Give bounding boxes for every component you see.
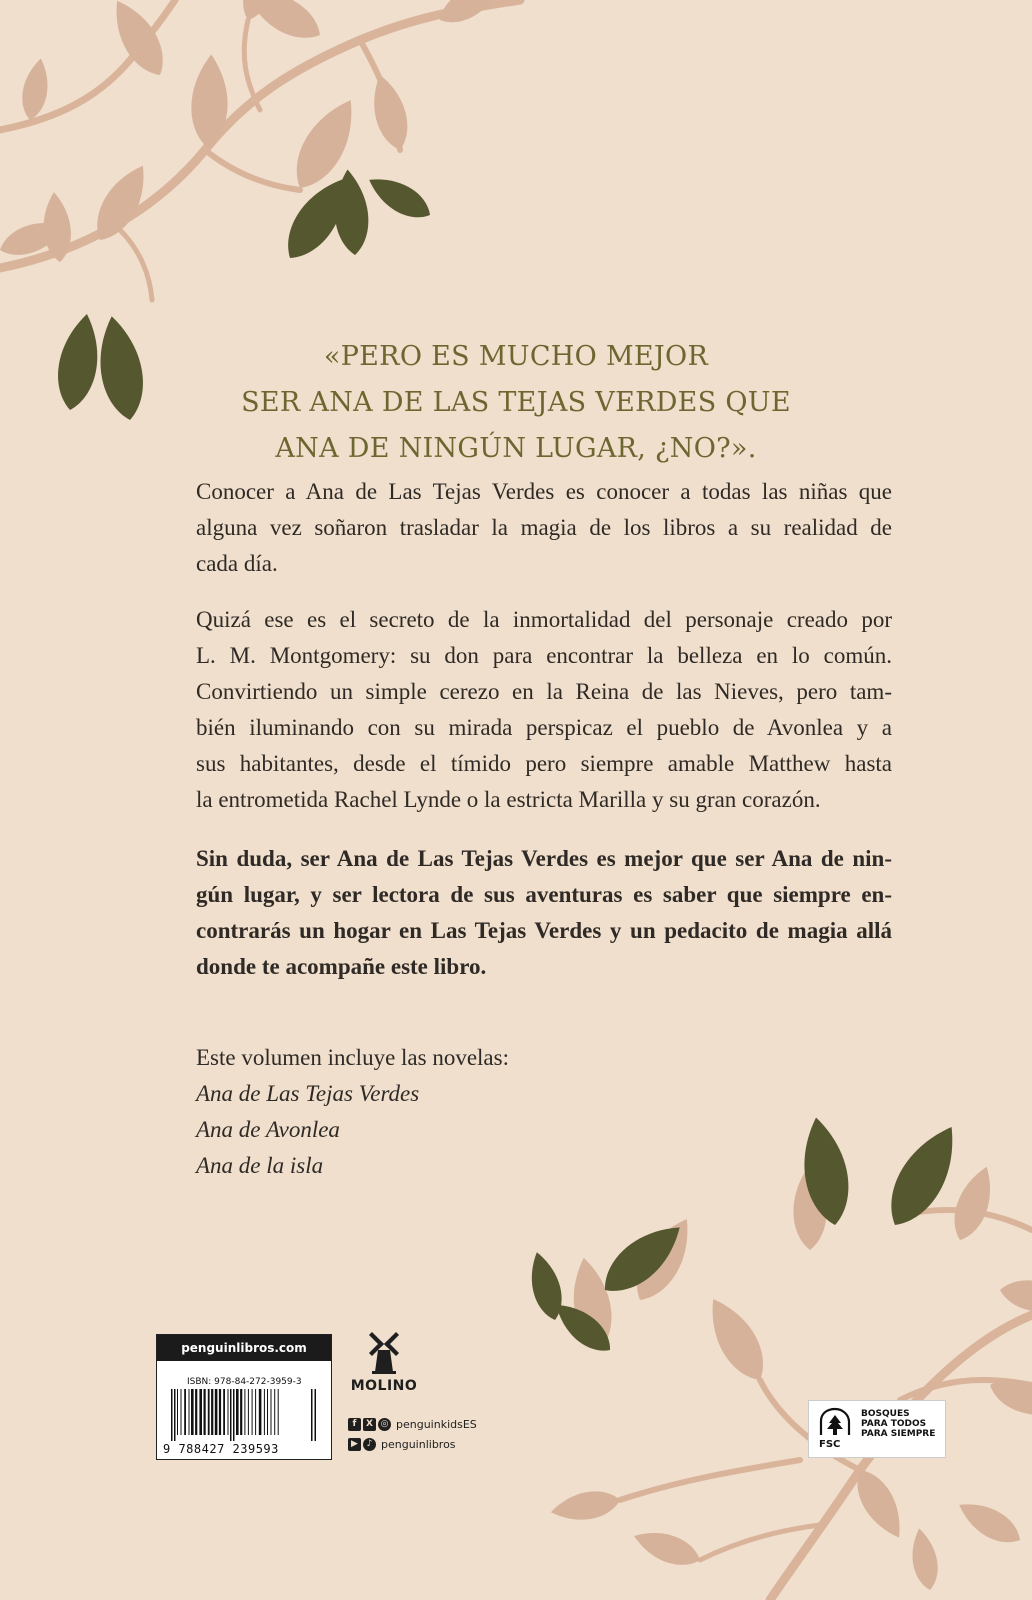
text-line: alguna vez soñaron trasladar la magia de los libros a su realidad de [196, 515, 892, 540]
text-line: la entrometida Rachel Lynde o la estricta Marilla y su gran corazón. [196, 787, 821, 812]
barcode-number: 9 788427 239593 [163, 1442, 279, 1456]
fsc-slogan-line: BOSQUES [861, 1409, 910, 1419]
barcode-bar [223, 1389, 225, 1435]
instagram-icon: ◎ [378, 1418, 391, 1431]
windmill-icon [364, 1330, 404, 1374]
tiktok-icon: ♪ [363, 1438, 376, 1451]
fsc-badge [808, 1400, 946, 1458]
barcode-box [156, 1334, 332, 1460]
text-line: bién iluminando con su mirada perspicaz el pueblo de Avonlea y a [196, 715, 892, 740]
barcode-bar [199, 1389, 202, 1435]
fsc-slogan-line: PARA SIEMPRE [861, 1429, 936, 1439]
barcode-bar [181, 1389, 182, 1435]
barcode-bar [233, 1389, 235, 1441]
barcode-bar [248, 1389, 249, 1435]
barcode-bar [315, 1389, 317, 1441]
social-row-1 [348, 1414, 477, 1434]
barcode-bar [311, 1389, 313, 1441]
barcode-bar [274, 1389, 275, 1435]
barcode-bar [191, 1389, 194, 1435]
novel-title: Ana de Avonlea [196, 1117, 340, 1142]
text-line: Convirtiendo un simple cerezo en la Reina de las Nieves, pero tam- [196, 679, 892, 704]
barcode-bar [211, 1389, 213, 1435]
barcode-bar [240, 1389, 242, 1435]
pull-quote [0, 334, 1032, 472]
volume-contents [196, 1040, 509, 1184]
quote-line: «PERO ES MUCHO MEJOR [323, 341, 709, 372]
synopsis-paragraph-2 [196, 602, 892, 818]
barcode-bars [171, 1389, 317, 1441]
barcode-bar [264, 1389, 265, 1435]
barcode-bar [189, 1389, 190, 1435]
social-handle: penguinlibros [381, 1437, 456, 1451]
quote-line: SER ANA DE LAS TEJAS VERDES QUE [241, 387, 791, 418]
barcode-bar [174, 1389, 176, 1441]
youtube-icon: ▶ [348, 1438, 361, 1451]
text-line: donde te acompañe este libro. [196, 954, 487, 979]
isbn-label: ISBN: 978-84-272-3959-3 [187, 1377, 302, 1387]
barcode-bar [230, 1389, 232, 1441]
quote-line: ANA DE NINGÚN LUGAR, ¿NO?». [275, 433, 757, 464]
barcode-bar [204, 1389, 206, 1435]
social-handle: penguinkidsES [396, 1417, 477, 1431]
social-row-2 [348, 1434, 477, 1454]
website-label: penguinlibros.com [157, 1335, 331, 1361]
fsc-label: FSC [819, 1439, 841, 1450]
text-line: cada día. [196, 551, 278, 576]
fsc-slogan-line: PARA TODOS [861, 1419, 927, 1429]
barcode-bar [195, 1389, 197, 1435]
barcode-bar [208, 1389, 210, 1435]
barcode-bar [177, 1389, 178, 1435]
barcode-bar [259, 1389, 262, 1435]
barcode-bar [271, 1389, 272, 1435]
fsc-slogan [861, 1409, 941, 1439]
barcode-bar [252, 1389, 253, 1435]
synopsis-paragraph-3 [196, 841, 892, 985]
barcode-bar [171, 1389, 173, 1441]
facebook-icon: f [348, 1418, 361, 1431]
social-links [348, 1414, 477, 1454]
synopsis-paragraph-1 [196, 474, 892, 582]
text-line: Conocer a Ana de Las Tejas Verdes es conocer a todas las niñas que [196, 479, 892, 504]
barcode-bar [236, 1389, 239, 1435]
volume-intro: Este volumen incluye las novelas: [196, 1045, 509, 1070]
fsc-tree-icon [817, 1407, 853, 1437]
novel-title: Ana de Las Tejas Verdes [196, 1081, 420, 1106]
barcode-bar [278, 1389, 279, 1435]
publisher-name: MOLINO [350, 1378, 418, 1394]
barcode-bar [267, 1389, 268, 1435]
text-line: Quizá ese es el secreto de la inmortalidad del personaje creado por [196, 607, 892, 632]
barcode-bar [219, 1389, 221, 1435]
publisher-logo [346, 1330, 422, 1394]
text-line: gún lugar, y ser lectora de sus aventuras es saber que siempre en- [196, 882, 892, 907]
text-line: L. M. Montgomery: su don para encontrar la belleza en lo común. [196, 643, 892, 668]
barcode-bar [184, 1389, 186, 1435]
text-line: sus habitantes, desde el tímido pero siempre amable Matthew hasta [196, 751, 892, 776]
text-line: Sin duda, ser Ana de Las Tejas Verdes es mejor que ser Ana de nin- [196, 846, 892, 871]
barcode-bar [244, 1389, 245, 1435]
barcode-bar [228, 1389, 229, 1435]
x-icon: X [363, 1418, 376, 1431]
novel-title: Ana de la isla [196, 1153, 324, 1178]
barcode-bar [255, 1389, 256, 1435]
barcode-bar [215, 1389, 218, 1435]
text-line: contrarás un hogar en Las Tejas Verdes y un pedacito de magia allá [196, 918, 892, 943]
